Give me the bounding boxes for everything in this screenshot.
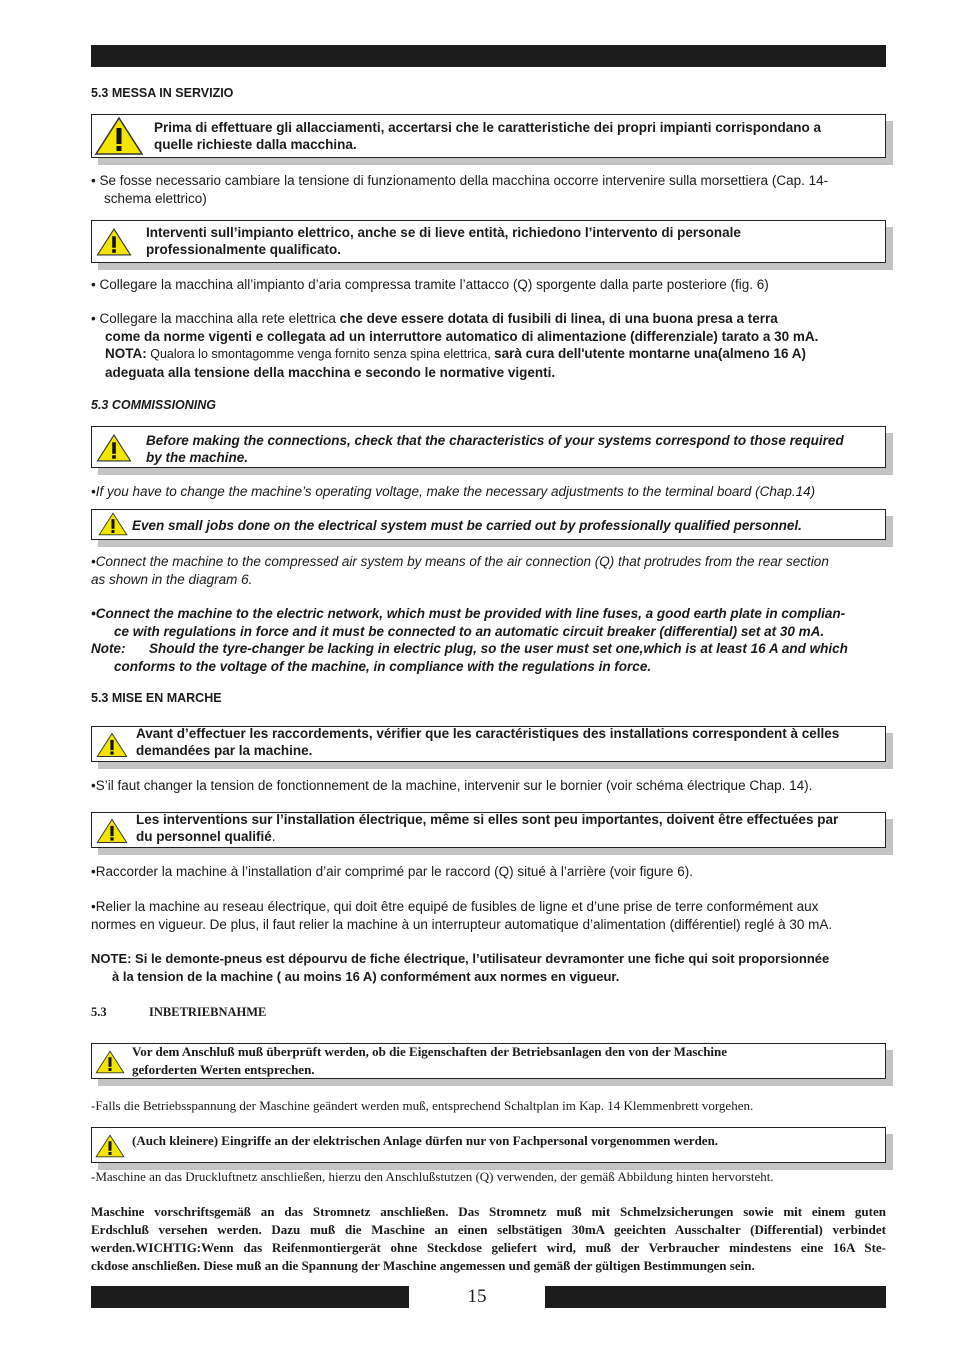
warning-text-line: Avant d’effectuer les raccordements, vérifier que les caractéristiques des installations correspondent à celles xyxy=(136,726,840,741)
footer-bar-left xyxy=(91,1286,409,1308)
paragraph-de-3 xyxy=(91,1203,886,1275)
warning-box-fr-2 xyxy=(91,812,886,848)
text-line: as shown in the diagram 6. xyxy=(91,571,253,587)
warning-box-de-2 xyxy=(91,1127,886,1163)
text-span: Should the tyre-changer be lacking in electric plug, so the user must set one,which is at least 16 A and which xyxy=(149,641,848,656)
paragraph-fr-2: •Raccorder la machine à l’installation d’air comprimé par le raccord (Q) situé à l’arrière (voir figure 6). xyxy=(91,864,693,879)
warning-text-line: Prima di effettuare gli allacciamenti, accertarsi che le caratteristiche dei propri impianti corrispondano a xyxy=(154,120,821,135)
text-line: •Connect the machine to the compressed air system by means of the air connection (Q) that protrudes from the rear section xyxy=(91,554,829,569)
header-bar xyxy=(91,45,886,67)
text-line: NOTE: Si le demonte-pneus est dépourvu de fiche électrique, l’utilisateur devramonter une fiche qui soit proporsionnée xyxy=(91,951,830,966)
warning-text-line: Interventi sull’impianto elettrico, anche se di lieve entità, richiedono l’intervento di personale xyxy=(146,225,741,240)
warning-text-line: demandées par la machine. xyxy=(136,743,313,758)
paragraph-fr-3 xyxy=(91,898,832,933)
text-line: Maschine vorschriftsgemäß an das Stromnetz anschließen. Das Stromnetz muß mit Schmelzsicherungen sowie mit einem guten xyxy=(91,1204,886,1219)
text-line: werden.WICHTIG:Wenn das Reifenmontiergerät ohne Steckdose geliefert wird, muß der Verbraucher mindestens eine 16A Ste- xyxy=(91,1240,886,1255)
warning-box-it-1 xyxy=(91,114,886,158)
warning-icon xyxy=(96,817,128,845)
warning-text-line: geforderten Werten entsprechen. xyxy=(132,1062,315,1077)
section-number: 5.3 xyxy=(91,1005,107,1019)
paragraph-en-1: •If you have to change the machine’s operating voltage, make the necessary adjustments to the terminal board (Chap.14) xyxy=(91,484,816,499)
warning-text-line: by the machine. xyxy=(146,450,249,465)
note-line xyxy=(91,640,891,658)
text-line: à la tension de la machine ( au moins 16 A) conformément aux normes en vigueur. xyxy=(112,968,620,984)
text-line: adeguata alla tensione della macchina e secondo le normative vigenti. xyxy=(105,364,556,380)
text-line: •Relier la machine au reseau électrique, qui doit être equipé de fusibles de ligne et d’une prise de terre conformément aux xyxy=(91,899,819,914)
text-span: che deve essere dotata di fusibili di linea, di una buona presa a terra xyxy=(339,311,778,326)
warning-icon xyxy=(95,1049,125,1075)
section-heading-it: 5.3 MESSA IN SERVIZIO xyxy=(91,86,234,100)
text-line: normes en vigueur. De plus, il faut relier la machine à un interrupteur automatique d’alimentation (différentiel) reglé à 30 mA. xyxy=(91,916,833,932)
warning-box-fr-1 xyxy=(91,726,886,762)
text-span: • Collegare la macchina alla rete elettrica xyxy=(91,311,340,326)
paragraph-de-1: -Falls die Betriebsspannung der Maschine geändert werden muß, entsprechend Schaltplan im Kap. 14 Klemmenbrett vorgehen. xyxy=(91,1098,754,1113)
text-span: sarà cura dell'utente montarne una(almeno 16 A) xyxy=(494,346,806,361)
section-heading-en: 5.3 COMMISSIONING xyxy=(91,398,217,412)
warning-icon xyxy=(96,731,128,759)
paragraph-de-2: -Maschine an das Druckluftnetz anschließen, hierzu den Anschlußstutzen (Q) verwenden, der gemäß Abbildung hinten hervorsteht. xyxy=(91,1169,774,1184)
text-span: Qualora lo smontagomme venga fornito senza spina elettrica, xyxy=(146,347,495,361)
text-line: • Se fosse necessario cambiare la tensione di funzionamento della macchina occorre intervenire sulla morsettiera (Cap. 14- xyxy=(91,173,829,188)
warning-text-line: Even small jobs done on the electrical system must be carried out by professionally qualified personnel. xyxy=(132,518,802,533)
section-title: INBETRIEBNAHME xyxy=(149,1005,267,1019)
section-heading-fr: 5.3 MISE EN MARCHE xyxy=(91,691,222,705)
text-line xyxy=(91,345,818,364)
text-line: come da norme vigenti e collegata ad un interruttore automatico di alimentazione (differenziale) tarato a 30 mA. xyxy=(105,328,819,344)
text-line: conforms to the voltage of the machine, in compliance with the regulations in force. xyxy=(114,658,652,674)
text-line: ce with regulations in force and it must be connected to an automatic circuit breaker (differential) set at 30 mA. xyxy=(114,623,825,639)
warning-text-line: professionalmente qualificato. xyxy=(146,242,342,257)
warning-text-line: quelle richieste dalla macchina. xyxy=(154,137,357,152)
page-number: 15 xyxy=(467,1286,487,1307)
section-heading-de xyxy=(91,1005,266,1020)
paragraph-it-1 xyxy=(91,172,828,207)
warning-icon xyxy=(95,1133,125,1159)
warning-text-line: Vor dem Anschluß muß überprüft werden, ob die Eigenschaften der Betriebsanlagen den von der Maschine xyxy=(132,1044,728,1059)
warning-box-de-1 xyxy=(91,1043,886,1079)
text-line xyxy=(91,310,818,328)
note-label: Note: xyxy=(91,641,126,656)
text-line: ckdose anschließen. Diese muß an die Spannung der Maschine angemessen und gemäß der gültigen Bestimmungen sein. xyxy=(91,1258,755,1273)
warning-text-line: (Auch kleinere) Eingriffe an der elektrischen Anlage dürfen nur von Fachpersonal vorgenommen werden. xyxy=(132,1133,719,1148)
text-span: . xyxy=(271,829,276,844)
note-fr xyxy=(91,950,829,985)
note-label: NOTA: xyxy=(105,346,147,361)
footer-bar-right xyxy=(545,1286,886,1308)
warning-box-it-2 xyxy=(91,220,886,263)
paragraph-fr-1: •S’il faut changer la tension de fonctionnement de la machine, intervenir sur le bornier (voir schéma électrique Chap. 14). xyxy=(91,778,813,793)
warning-text-line: Les interventions sur l’installation électrique, même si elles sont peu importantes, doivent être effectuées par xyxy=(136,812,839,827)
warning-box-en-1 xyxy=(91,426,886,468)
warning-box-en-2 xyxy=(91,509,886,540)
paragraph-en-2 xyxy=(91,553,829,588)
warning-icon xyxy=(98,512,128,536)
text-line: Erdschluß versehen werden. Dazu muß die Maschine an einen selbstätigen 30mA geeichten Ausschalter (Differential) verbindet xyxy=(91,1222,886,1237)
paragraph-it-3 xyxy=(91,310,818,381)
warning-text-line xyxy=(136,828,276,845)
warning-icon xyxy=(96,226,132,258)
text-span: du personnel qualifié xyxy=(136,829,272,844)
warning-icon xyxy=(96,432,132,464)
paragraph-en-3 xyxy=(91,605,891,675)
text-line: schema elettrico) xyxy=(104,190,207,206)
text-line: •Connect the machine to the electric network, which must be provided with line fuses, a good earth plate in complian- xyxy=(91,606,846,621)
warning-icon xyxy=(94,116,144,156)
paragraph-it-2: • Collegare la macchina all’impianto d’aria compressa tramite l’attacco (Q) sporgente dalla parte posteriore (fig. 6) xyxy=(91,277,769,292)
warning-text-line: Before making the connections, check that the characteristics of your systems correspond to those required xyxy=(146,433,844,448)
